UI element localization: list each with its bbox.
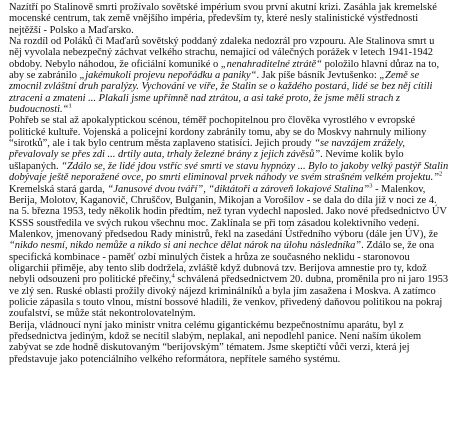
- body-text: Pohřeb se stal až apokalyptickou scénou, téměř pochopitelnou pro člověka vyrostlého v evropské politické kultuře. Vojenská a policejní kordony zabránily tomu, aby se do Moskvy nahrnuly miliony “sirotků”, ale i tak bylo centrum města zaplaveno statisíci. Jejich proudy: [9, 115, 427, 150]
- body-text: . Jak píše básník Jevtušenko:: [256, 70, 380, 82]
- footnote-ref: 3: [369, 182, 373, 190]
- quote-text: “Zdálo se, že lidé jdou vstříc své smrti ve stavu hypnózy ... Bylo to jakoby velký pastýř Stalin dobývaje ještě neporažené ovce, po smrti eliminoval prvek náhody ve svém strašném velkém projektu.”: [9, 160, 449, 184]
- paragraph: [9, 2, 449, 36]
- paragraph: [9, 184, 449, 320]
- quote-text: „jakémukoli projevu nepořádku a paniky“: [79, 70, 257, 82]
- footnote-ref: 2: [439, 170, 443, 178]
- body-text: Kremelská stará garda,: [9, 183, 108, 195]
- paragraph: [9, 115, 449, 183]
- body-text: Nazítří po Stalinově smrti prožívalo sovětské impérium svou první akutní krizi. Zasáhla jak kremelské mocenské centrum, tak země vnějšího impéria, především ty, které nesly stalinistické výstřednosti nejtěžší - Polsko a Maďarsko.: [9, 2, 437, 36]
- quote-text: „Země se zmocnil zvláštní druh paralýzy. Vychování ve víře, že Stalin se o každého postará, lidé se bez něj cítili ztraceni a zmateni ... Plakali jsme upřímně nad ztrátou, a asi také proto, že jsme měli strach z budoucnosti.“: [9, 70, 433, 116]
- footnote-ref: 1: [68, 102, 72, 110]
- quote-text: “se navzájem zrážely, převalovaly se přes zdi ... drtily auta, trhaly železné brány z jejich závěsů”: [9, 138, 405, 161]
- body-text: - Malenkov, Berija, Molotov, Kaganovič, Chruščov, Bulganin, Mikojan a Vorošilov - se dala do díla již v noci ze 4. na 5. března 1953, tedy několik hodin předtím, než tyran vydechl naposled. Jako nové předsednictvo ÚV KSSS soustředila ve svých rukou všechnu moc. Zaklínala se při tom zásadou kolektivního vedení. Malenkov, jmenovaný předsedou Rady ministrů, řekl na zasedání Ústředního výboru (dále jen ÚV), že: [9, 183, 447, 240]
- paragraph: [9, 320, 449, 365]
- body-text: schválená předsednictvem 20. dubna, proměnila pro ni jaro 1953 ve zlý sen. Ruské oblasti prožily divoký nájezd kriminálníků a byla jím zasažena i Moskva. A zatímco policie zápasila s touto vlnou, místní bossové hladili, že venkov, přivedený daňovou politikou na pokraj zoufalství, se může stát nekontrolovatelným.: [9, 274, 449, 320]
- footnote-ref: 4: [171, 272, 175, 280]
- quote-text: “Janusové dvou tváří”, “diktátoři a zároveň lokajové Stalina”: [107, 183, 370, 195]
- body-text: Na rozdíl od Poláků či Maďarů sovětský poddaný zdaleka nedozrál pro vzpouru. Ale Stalinova smrt u něj vyvolala nebezpečný záchvat velkého strachu, nemající od válečných porážek v letech 1941-1942 obdoby. Nebylo náhodou, že oficiální komuniké o: [9, 36, 435, 70]
- quote-text: “nikdo nesmí, nikdo nemůže a nikdo si ani nechce dělat nárok na úlohu následníka”: [9, 240, 362, 252]
- body-text: . Zdálo se, že ona specifická kombinace - paměť ozbí minulých čistek a hrůza ze současného neklidu - staronovou oligarchii přiměje, aby tento slib dodržela, zvláště když dubnová tzv. Berijova amnestie pro ty, kdož nebyli odsouzeni pro politické přečiny,: [9, 240, 435, 286]
- paragraph: [9, 36, 449, 115]
- body-text: . Nevíme kolik bylo ušlapaných.: [9, 149, 404, 172]
- body-text: Berija, vládnoucí nyní jako ministr vnitra celému gigantickému bezpečnostnímu aparátu, byl z předsednictva jediným, kdož se necítil slabým, neplakal, ani nepodlehl panice. Není naším úkolem zabývat se zde hodně diskutovaným “berijovským” tématem. Jsme skeptičtí vůči verzi, která jej představuje jako potenciálního velkého reformátora, nepřítele samého systému.: [9, 319, 422, 365]
- body-text: položilo hlavní důraz na to, aby se zabránilo: [9, 58, 440, 82]
- quote-text: „nenahraditelné ztrátě“: [220, 58, 322, 70]
